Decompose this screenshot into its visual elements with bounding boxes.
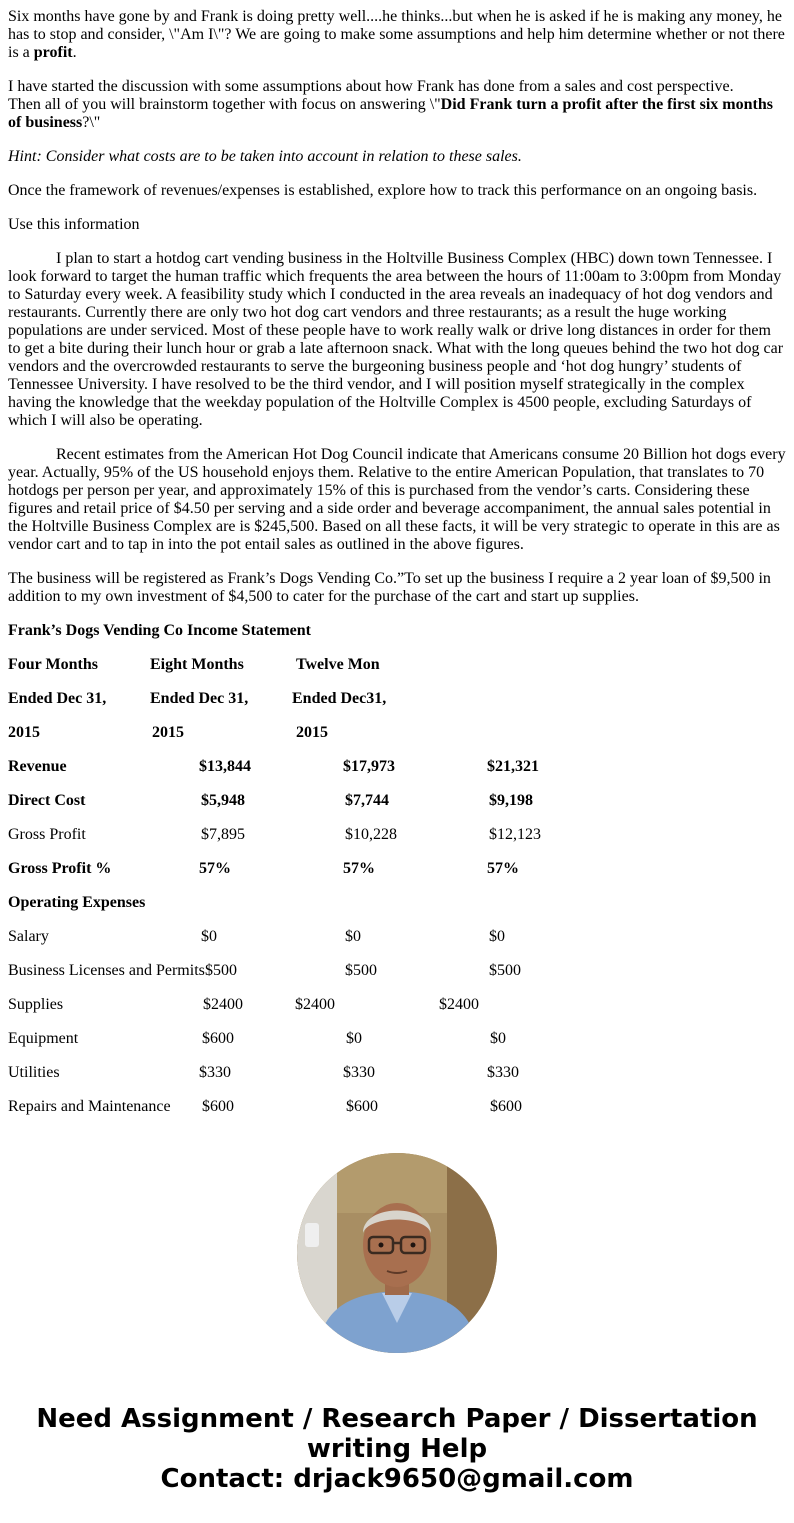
discussion-question: Did Frank turn a profit after the first six months of business [8, 96, 773, 131]
header-col-3: Ended Dec31, [292, 690, 387, 707]
business-registration-paragraph: The business will be registered as Frank’s Dogs Vending Co.”To set up the business I require a 2 year loan of $9,500 in addition to my own investment of $4,500 to cater for the purchase of the cart and start up supplies. [8, 570, 771, 605]
row-value-4-months: $5,948 [201, 792, 245, 809]
header-col-2: Eight Months [150, 656, 244, 673]
statement-row-supplies [8, 996, 786, 1014]
row-value-4-months: $7,895 [201, 826, 245, 843]
income-statement-title [8, 622, 786, 640]
row-value-4-months: $500 [205, 962, 237, 979]
business-plan-paragraph-1: I plan to start a hotdog cart vending business in the Holtville Business Complex (HBC) down town Tennessee. I look forward to target the human traffic which frequents the area between the hours of 11:00am to 3:00pm from Monday to Saturday every week. A feasibility study which I conducted in the area reveals an inadequacy of hot dog vendors and restaurants. Currently there are only two hot dog cart vendors and three restaurants; as a result the huge working populations are under serviced. Most of these people have to work really walk or drive long distances in order for them to get a bite during their lunch hour or grab a late afternoon snack. What with the long queues behind the two hot dog car vendors and the overcrowded restaurants to serve the burgeoning business people and ‘hot dog hungry’ students of Tennessee University. I have resolved to be the third vendor, and I will position myself strategically in the complex having the knowledge that the weekday population of the Holtville Complex is 4500 people, excluding Saturdays of which I will also be operating. [8, 250, 784, 429]
row-value-4-months: $600 [202, 1098, 234, 1115]
footer-banner [0, 1404, 794, 1494]
row-value-8-months: $0 [346, 1030, 362, 1047]
header-col-1: Ended Dec 31, [8, 690, 107, 707]
footer-contact-text: Contact: drjack9650@gmail.com [160, 1464, 634, 1494]
hint-paragraph [8, 148, 786, 166]
row-value-12-months: $2400 [439, 996, 479, 1013]
row-label: Supplies [8, 996, 64, 1013]
discussion-paragraph [8, 78, 786, 132]
row-value-8-months: $330 [343, 1064, 375, 1081]
row-label: Repairs and Maintenance [8, 1098, 171, 1115]
statement-title-text: Frank’s Dogs Vending Co Income Statement [8, 622, 311, 639]
header-col-2: 2015 [152, 724, 184, 741]
intro-text: Six months have gone by and Frank is doing pretty well....he thinks...but when he is asked if he is making any money, he has to stop and consider, \"Am I\"? We are going to make some assumptions and help him determine whether or not there is a [8, 8, 785, 61]
row-label: Salary [8, 928, 49, 945]
row-value-8-months: $600 [346, 1098, 378, 1115]
statement-row-equipment [8, 1030, 786, 1048]
row-value-12-months: $500 [489, 962, 521, 979]
hint-text: Hint: Consider what costs are to be taken into account in relation to these sales. [8, 148, 522, 165]
statement-row-repairs [8, 1098, 786, 1116]
statement-row-salary [8, 928, 786, 946]
intro-text-end: . [72, 44, 77, 61]
row-value-4-months: $13,844 [199, 758, 251, 775]
row-value-4-months: $2400 [203, 996, 243, 1013]
row-label: Operating Expenses [8, 894, 146, 911]
intro-paragraph [8, 8, 786, 62]
row-label: Gross Profit % [8, 860, 112, 877]
row-value-4-months: $0 [201, 928, 217, 945]
header-col-3: 2015 [296, 724, 328, 741]
framework-paragraph: Once the framework of revenues/expenses is established, explore how to track this performance on an ongoing basis. [8, 182, 758, 199]
intro-bold-profit: profit [33, 44, 73, 61]
row-value-4-months: $330 [199, 1064, 231, 1081]
row-value-12-months: 57% [487, 860, 519, 877]
statement-row-licenses [8, 962, 786, 980]
row-label: Equipment [8, 1030, 79, 1047]
row-value-8-months: $17,973 [343, 758, 395, 775]
row-value-8-months: $10,228 [345, 826, 397, 843]
row-label: Revenue [8, 758, 67, 775]
business-plan-paragraph-2: Recent estimates from the American Hot Dog Council indicate that Americans consume 20 Billion hot dogs every year. Actually, 95% of the US household enjoys them. Relative to the entire American Population, that translates to 70 hotdogs per person per year, and approximately 15% of this is purchased from the vendor’s carts. Considering these figures and retail price of $4.50 per serving and a side order and beverage accompaniment, the annual sales potential in the Holtville Business Complex are is $245,500. Based on all these facts, it will be very strategic to operate in this are as vendor cart and to tap in into the pot entail sales as outlined in the above figures. [8, 446, 786, 553]
discussion-line-1: I have started the discussion with some assumptions about how Frank has done from a sales and cost perspective. [8, 78, 734, 95]
row-value-12-months: $12,123 [489, 826, 541, 843]
use-info-paragraph: Use this information [8, 216, 140, 233]
row-value-4-months: $600 [202, 1030, 234, 1047]
header-col-1: 2015 [8, 724, 40, 741]
statement-row-gross-profit-percent [8, 860, 786, 878]
footer-help-text: Need Assignment / Research Paper / Dissertation writing Help [36, 1404, 758, 1464]
row-label: Utilities [8, 1064, 60, 1081]
statement-header-row [8, 656, 786, 674]
row-value-8-months: $7,744 [345, 792, 389, 809]
row-value-8-months: $0 [345, 928, 361, 945]
discussion-line-2: Then all of you will brainstorm together with focus on answering \" [8, 96, 441, 113]
author-avatar [297, 1153, 497, 1353]
row-value-12-months: $9,198 [489, 792, 533, 809]
row-value-8-months: $500 [345, 962, 377, 979]
document-content [8, 8, 786, 1132]
discussion-line-2-end: ?\" [82, 114, 101, 131]
row-value-12-months: $600 [490, 1098, 522, 1115]
header-col-1: Four Months [8, 656, 98, 673]
row-label: Gross Profit [8, 826, 86, 843]
row-value-12-months: $0 [489, 928, 505, 945]
statement-row-revenue [8, 758, 786, 776]
statement-row-utilities [8, 1064, 786, 1082]
row-value-4-months: 57% [199, 860, 231, 877]
row-value-8-months: 57% [343, 860, 375, 877]
header-col-2: Ended Dec 31, [150, 690, 249, 707]
row-value-12-months: $21,321 [487, 758, 539, 775]
row-label: Direct Cost [8, 792, 86, 809]
statement-header-row [8, 724, 786, 742]
avatar-portrait-image [297, 1153, 497, 1353]
row-value-12-months: $330 [487, 1064, 519, 1081]
header-col-3: Twelve Mon [296, 656, 380, 673]
statement-row-direct-cost [8, 792, 786, 810]
statement-row-operating-expenses [8, 894, 786, 912]
statement-row-gross-profit [8, 826, 786, 844]
row-value-8-months: $2400 [295, 996, 335, 1013]
row-value-12-months: $0 [490, 1030, 506, 1047]
statement-header-row [8, 690, 786, 708]
row-label: Business Licenses and Permits [8, 962, 205, 979]
